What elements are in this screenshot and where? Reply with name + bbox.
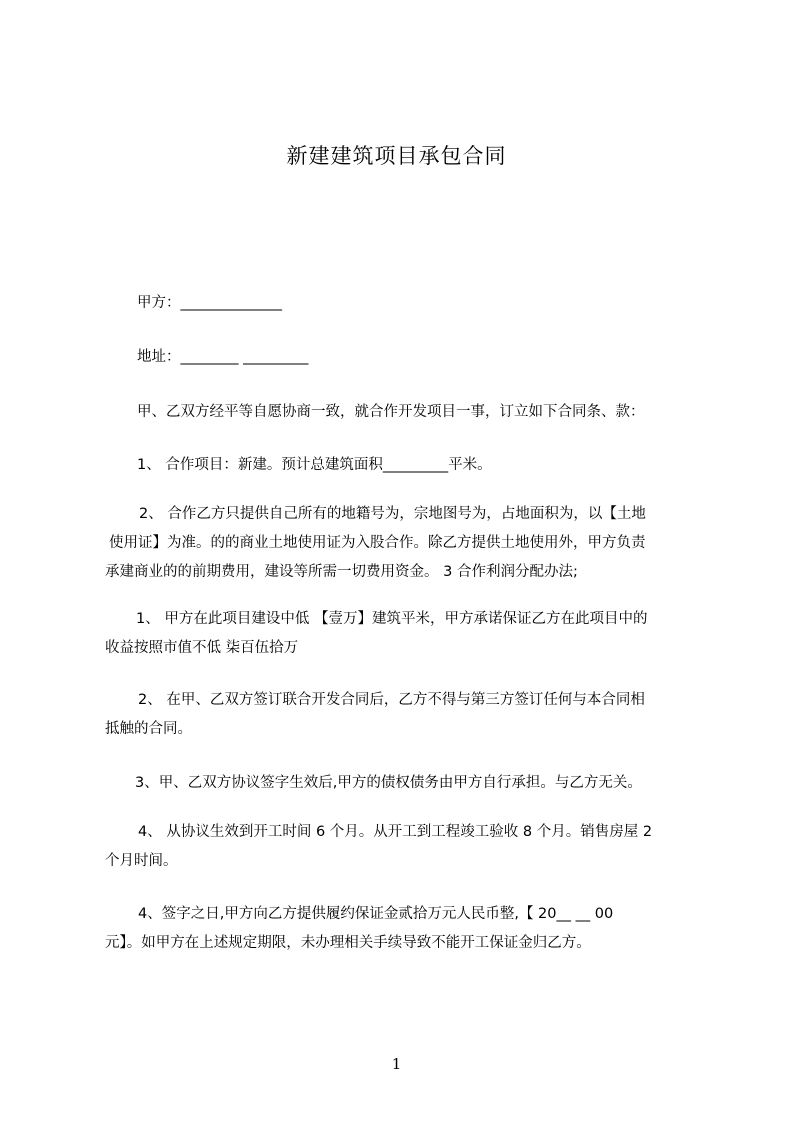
intro-paragraph: 甲、乙双方经平等自愿协商一致，就合作开发项目一事，订立如下合同条、款： [137, 404, 645, 420]
clause-line: 元】。如甲方在上述规定期限，未办理相关手续导致不能开工保证金归乙方。 [105, 935, 591, 951]
clause-no-third-party [105, 686, 705, 744]
clause-deposit [105, 900, 705, 958]
clause-line: 4、签字之日,甲方向乙方提供履约保证金贰拾万元人民币整,【 20__ __ 00 [138, 906, 614, 922]
clause-line: 承建商业的的前期费用，建设等所需一切费用资金。 3 合作利润分配办法; [105, 564, 578, 580]
address-line: 地址：________ _________ [137, 349, 309, 365]
clause-line: 使用证】为准。的的商业土地使用证为入股合作。除乙方提供土地使用外，甲方负责 [109, 535, 646, 551]
page-number: 1 [391, 1055, 402, 1073]
clause-line: 收益按照市值不低 柒百伍拾万 [105, 640, 299, 656]
clause-line: 1、 甲方在此项目建设中低 【壹万】建筑平米，甲方承诺保证乙方在此项目中的 [136, 611, 648, 627]
page-title: 新建建筑项目承包合同 [286, 144, 507, 168]
clause-timeline [105, 818, 705, 876]
party-a-line: 甲方：______________ [137, 295, 282, 311]
clause-line: 抵触的合同。 [105, 721, 192, 737]
clause-debts: 3、甲、乙双方协议签字生效后,甲方的债权债务由甲方自行承担。与乙方无关。 [135, 775, 642, 791]
clause-line: 个月时间。 [105, 853, 178, 869]
clause-cooperation-project: 1、 合作项目：新建。预计总建筑面积_________平米。 [137, 457, 492, 473]
clause-line: 2、 合作乙方只提供自己所有的地籍号为，宗地图号为，占地面积为，以【土地 [139, 506, 646, 522]
clause-profit-distribution [105, 605, 705, 663]
clause-land-contribution [105, 500, 705, 587]
clause-line: 2、 在甲、乙双方签订联合开发合同后，乙方不得与第三方签订任何与本合同相 [138, 692, 645, 708]
clause-line: 4、 从协议生效到开工时间 6 个月。从开工到工程竣工验收 8 个月。销售房屋 2 [138, 824, 653, 840]
